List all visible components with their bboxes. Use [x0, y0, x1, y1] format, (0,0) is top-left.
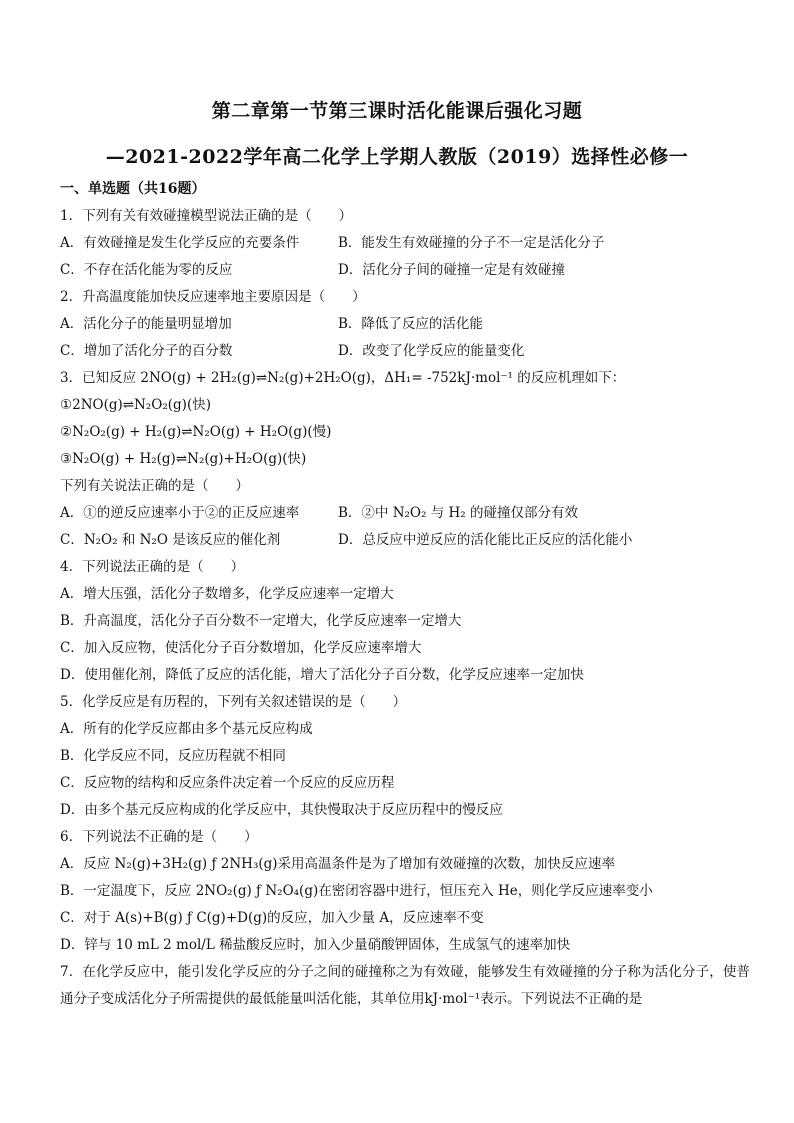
question-1-options-row-2: [60, 257, 750, 284]
question-1-option-c: C．不存在活化能为零的反应: [60, 262, 233, 278]
question-6-option-c: C．对于 A(s)+B(g) ƒ C(g)+D(g)的反应，加入少量 A，反应速率不变: [60, 910, 484, 926]
question-4-option-a: A．增大压强，活化分子数增多，化学反应速率一定增大: [60, 586, 394, 602]
question-5-option-b: B．化学反应不同，反应历程就不相同: [60, 748, 286, 764]
question-2-options-row-2: [60, 338, 750, 365]
question-6-option-a: A．反应 N₂(g)+3H₂(g) ƒ 2NH₃(g)采用高温条件是为了增加有效碰撞的次数，加快反应速率: [60, 856, 616, 872]
question-1-stem: 1．下列有关有效碰撞模型说法正确的是（ ）: [60, 208, 353, 224]
question-4-option-c: C．加入反应物，使活化分子百分数增加，化学反应速率增大: [60, 640, 422, 656]
question-5-option-c: C．反应物的结构和反应条件决定着一个反应的反应历程: [60, 775, 395, 791]
question-3-option-a: A．①的逆反应速率小于②的正反应速率: [60, 505, 300, 521]
question-list: [60, 176, 750, 1013]
question-1-options-row-1: [60, 230, 750, 257]
question-3-options-row-1: [60, 500, 750, 527]
question-2-option-a: A．活化分子的能量明显增加: [60, 316, 232, 332]
question-2-option-b: B．降低了反应的活化能: [338, 316, 483, 332]
question-3-option-c: C．N₂O₂ 和 N₂O 是该反应的催化剂: [60, 532, 281, 548]
question-3-stem: 3．已知反应 2NO(g) + 2H₂(g)⇌N₂(g)+2H₂O(g)，ΔH₁= -752kJ·mol⁻¹ 的反应机理如下：: [60, 370, 626, 386]
question-6-option-d: D．锌与 10 mL 2 mol/L 稀盐酸反应时，加入少量硝酸钾固体，生成氢气的速率加快: [60, 937, 571, 953]
question-3-ask: 下列有关说法正确的是（ ）: [60, 478, 249, 494]
question-2-option-c: C．增加了活化分子的百分数: [60, 343, 233, 359]
question-3-step-1: ①2NO(g)⇌N₂O₂(g)(快): [60, 397, 211, 413]
question-5-option-d: D．由多个基元反应构成的化学反应中，其快慢取决于反应历程中的慢反应: [60, 802, 503, 818]
section-header: 一、单选题（共16题）: [60, 181, 206, 197]
question-7-stem: 7．在化学反应中，能引发化学反应的分子之间的碰撞称之为有效碰，能够发生有效碰撞的分子称为活化分子，使普通分子变成活化分子所需提供的最低能量叫活化能，其单位用kJ·mol⁻¹表示。下列说法不正确的是: [60, 964, 750, 1007]
question-6-option-b: B．一定温度下，反应 2NO₂(g) ƒ N₂O₄(g)在密闭容器中进行，恒压充入 He，则化学反应速率变小: [60, 883, 653, 899]
question-2-stem: 2．升高温度能加快反应速率地主要原因是（ ）: [60, 289, 366, 305]
question-2-option-d: D．改变了化学反应的能量变化: [338, 343, 525, 359]
question-1-option-d: D．活化分子间的碰撞一定是有效碰撞: [338, 262, 565, 278]
question-2-options-row-1: [60, 311, 750, 338]
question-1-option-b: B．能发生有效碰撞的分子不一定是活化分子: [338, 235, 605, 251]
document-title: 第二章第一节第三课时活化能课后强化习题: [211, 100, 583, 122]
question-5-stem: 5．化学反应是有历程的，下列有关叙述错误的是（ ）: [60, 694, 407, 710]
question-1-option-a: A．有效碰撞是发生化学反应的充要条件: [60, 235, 300, 251]
question-4-option-d: D．使用催化剂，降低了反应的活化能，增大了活化分子百分数，化学反应速率一定加快: [60, 667, 584, 683]
question-4-stem: 4．下列说法正确的是（ ）: [60, 559, 245, 575]
question-3-options-row-2: [60, 527, 750, 554]
question-3-step-2: ②N₂O₂(g) + H₂(g)⇌N₂O(g) + H₂O(g)(慢): [60, 424, 332, 440]
question-3-option-b: B．②中 N₂O₂ 与 H₂ 的碰撞仅部分有效: [338, 505, 578, 521]
question-3-step-3: ③N₂O(g) + H₂(g)⇌N₂(g)+H₂O(g)(快): [60, 451, 307, 467]
question-6-stem: 6．下列说法不正确的是（ ）: [60, 829, 258, 845]
question-4-option-b: B．升高温度，活化分子百分数不一定增大，化学反应速率一定增大: [60, 613, 462, 629]
question-5-option-a: A．所有的化学反应都由多个基元反应构成: [60, 721, 313, 737]
document-subtitle: —2021-2022学年高二化学上学期人教版（2019）选择性必修一: [105, 146, 689, 168]
question-3-option-d: D．总反应中逆反应的活化能比正反应的活化能小: [338, 532, 633, 548]
